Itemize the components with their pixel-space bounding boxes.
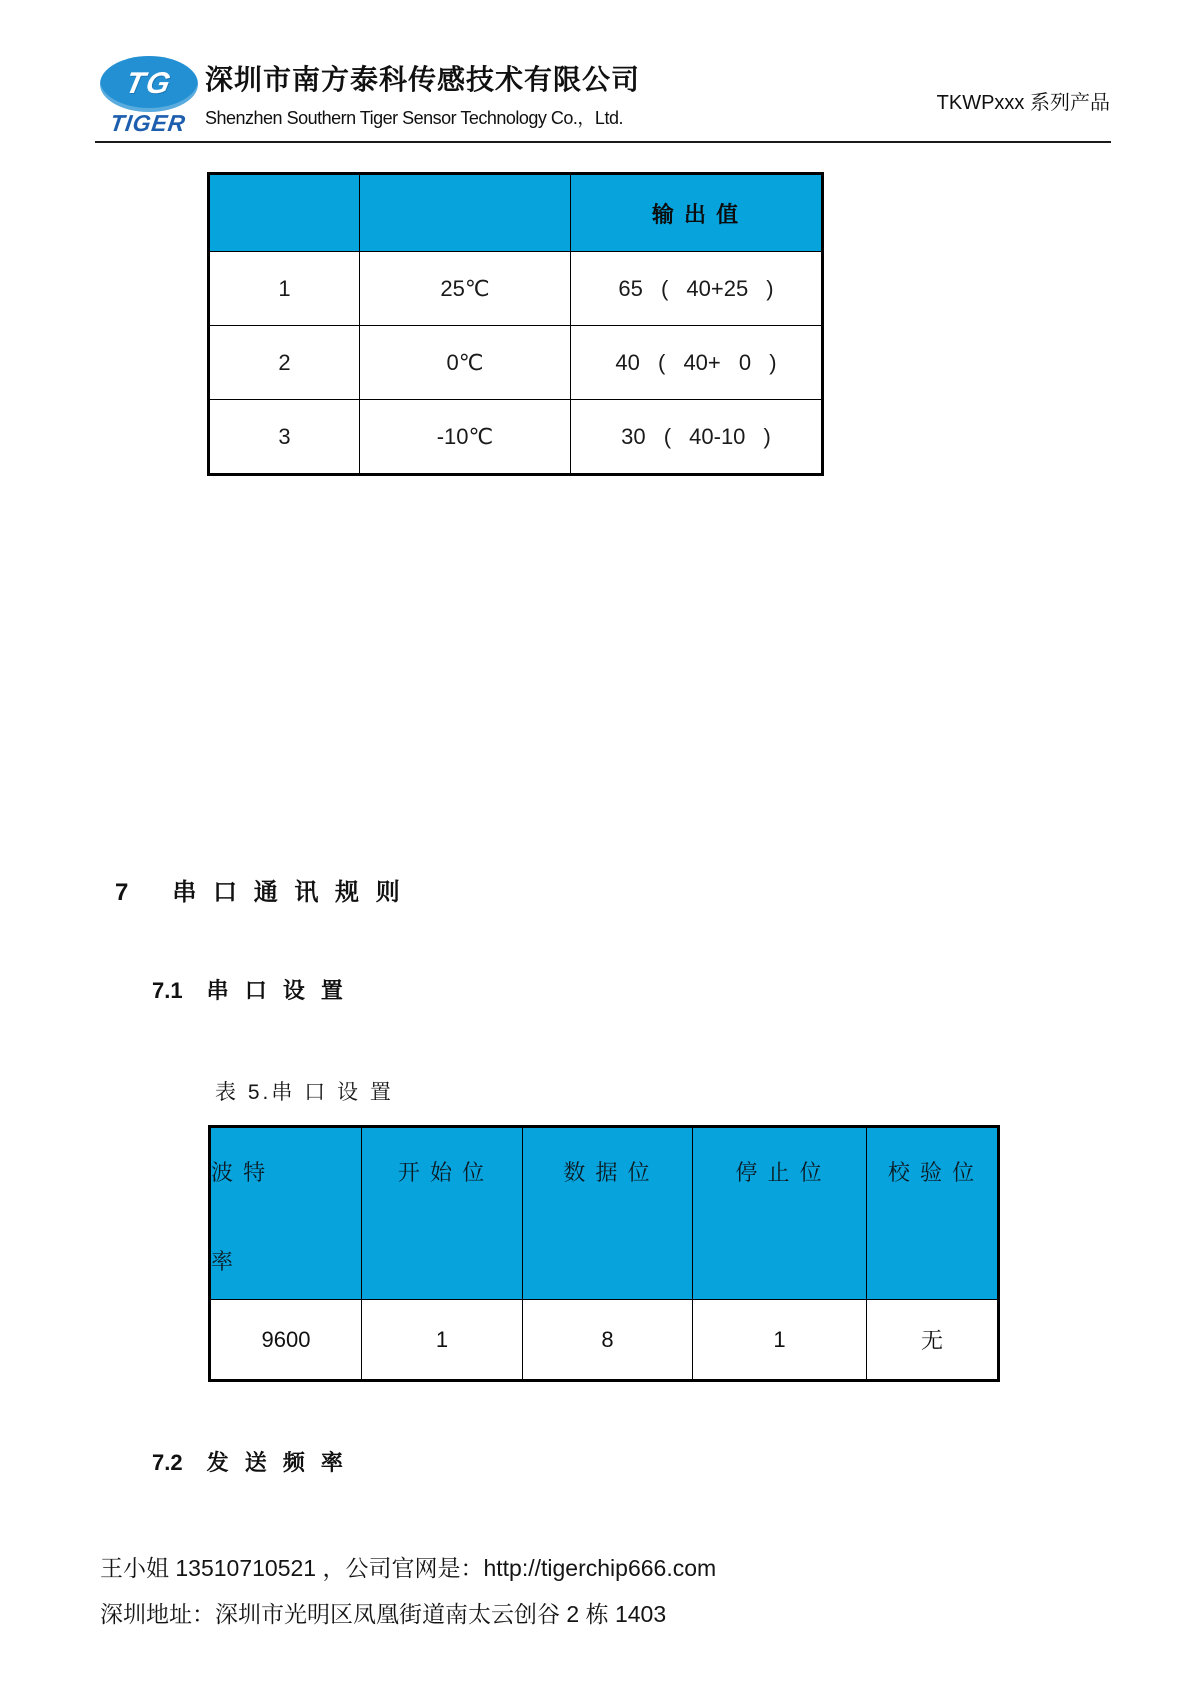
output-table-cell: 0℃ <box>360 326 570 399</box>
output-value-table <box>207 172 824 476</box>
output-table-cell: 1 <box>210 252 359 325</box>
serial-table-value-cell: 1 <box>362 1300 522 1379</box>
output-table-cell: 40 ( 40+ 0 ) <box>571 326 821 399</box>
baud-header-line2: 率 <box>211 1249 236 1274</box>
output-table-header-cell <box>210 175 359 251</box>
output-table-cell: 65 ( 40+25 ) <box>571 252 821 325</box>
logo-tg-monogram: TG <box>122 67 176 100</box>
serial-table-header-cell: 校 验 位 <box>867 1128 997 1299</box>
company-name-english: Shenzhen Southern Tiger Sensor Technology Co.，Ltd. <box>205 108 623 128</box>
logo-tiger-wordmark: TIGER <box>108 110 188 136</box>
output-table-cell: 30 ( 40-10 ) <box>571 400 821 473</box>
table-5-caption: 表 5.串 口 设 置 <box>215 1081 394 1104</box>
section-7-number: 7 <box>115 879 129 906</box>
footer-address-line: 深圳地址：深圳市光明区凤凰街道南太云创谷 2 栋 1403 <box>100 1601 667 1627</box>
section-7-title: 串 口 通 讯 规 则 <box>172 879 405 906</box>
serial-table-value-cell: 无 <box>867 1300 997 1379</box>
section-7-1-heading <box>152 974 348 1005</box>
baud-header-line1: 波 特 <box>211 1160 268 1185</box>
serial-table-value-cell: 1 <box>693 1300 866 1379</box>
section-7-1-number: 7.1 <box>152 978 183 1003</box>
serial-table-value-cell: 8 <box>523 1300 692 1379</box>
company-name-chinese: 深圳市南方泰科传感技术有限公司 <box>205 64 641 95</box>
product-series-label: TKWPxxx 系列产品 <box>936 92 1110 114</box>
output-table-header-cell: 输 出 值 <box>571 175 821 251</box>
section-7-2-title: 发 送 频 率 <box>206 1450 348 1475</box>
output-table-cell: -10℃ <box>360 400 570 473</box>
serial-table-header-cell: 开 始 位 <box>362 1128 522 1299</box>
output-table-cell: 2 <box>210 326 359 399</box>
section-7-heading <box>115 872 405 907</box>
serial-table-header-cell: 停 止 位 <box>693 1128 866 1299</box>
output-table-cell: 25℃ <box>360 252 570 325</box>
footer-contact-line: 王小姐 13510710521 ，公司官网是：http://tigerchip666.com <box>100 1555 717 1581</box>
header-divider <box>95 141 1111 143</box>
output-table-cell: 3 <box>210 400 359 473</box>
section-7-2-heading <box>152 1446 348 1477</box>
section-7-1-title: 串 口 设 置 <box>206 978 348 1003</box>
section-7-2-number: 7.2 <box>152 1450 183 1475</box>
output-table-header-cell <box>360 175 570 251</box>
serial-settings-table <box>208 1125 1000 1382</box>
serial-table-value-cell: 9600 <box>211 1300 361 1379</box>
serial-table-header-cell: 数 据 位 <box>523 1128 692 1299</box>
company-logo-icon <box>100 56 198 112</box>
serial-table-header-baud <box>211 1128 361 1299</box>
